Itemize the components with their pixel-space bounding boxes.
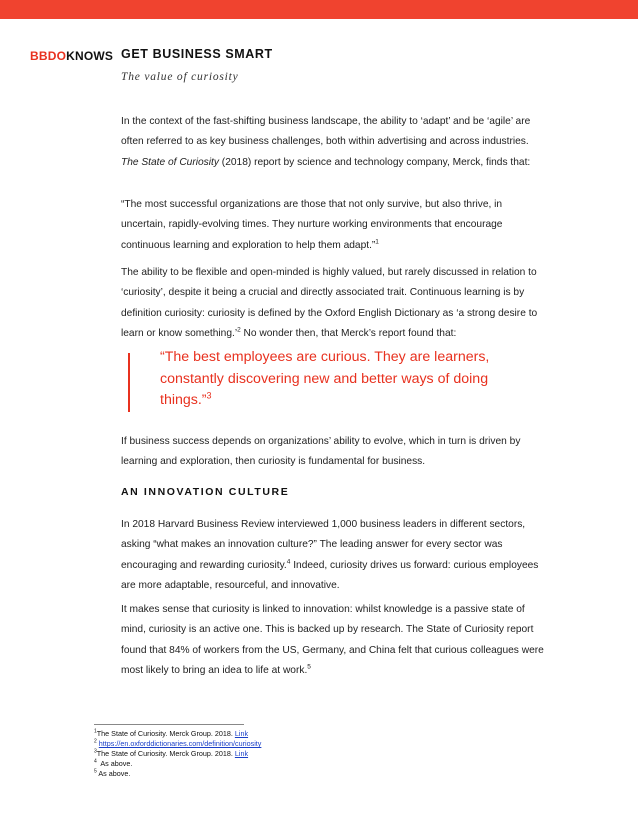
footnote-ref-3[interactable]: 3 bbox=[206, 390, 212, 401]
pull-quote bbox=[160, 347, 530, 412]
paragraph-hbr bbox=[121, 515, 549, 597]
page-subtitle: The value of curiosity bbox=[121, 71, 239, 83]
logo-suffix: KNOWS bbox=[66, 49, 114, 63]
pull-quote-rule bbox=[128, 353, 130, 412]
bbdo-knows-logo bbox=[30, 49, 113, 63]
footnote-ref-2[interactable]: 2 bbox=[237, 326, 241, 334]
page-title: GET BUSINESS SMART bbox=[121, 47, 273, 61]
footnote-5: $^5$ As above. bbox=[94, 768, 131, 778]
footnote-ref-5[interactable]: 5 bbox=[307, 663, 311, 671]
merck-quote-text: “The most successful organizations are those that not only survive, but also thrive, in uncertain, rapidly-evolving times. They nurture working environments that encourage continuous learning and exploration to help them adapt.” bbox=[121, 199, 503, 251]
footnote-1: $^1$The State of Curiosity. Merck Group. 2018. Link bbox=[94, 728, 249, 738]
footnote-2-link[interactable]: https://en.oxforddictionaries.com/definition/curiosity bbox=[98, 739, 262, 748]
paragraph-merck-quote bbox=[121, 195, 549, 256]
top-accent-bar bbox=[0, 0, 638, 19]
logo-brand: BBDO bbox=[30, 49, 67, 63]
paragraph-intro bbox=[121, 112, 549, 173]
report-title: The State of Curiosity bbox=[121, 156, 219, 168]
paragraph-flexibility-a: The ability to be flexible and open-minded is highly valued, but rarely discussed in relation to ‘curiosity’, despite it being a crucial and directly associated trait. Continuous learning is by definition curiosity: curiosity is defined by the Oxford English Dictionary as ‘a strong desire to learn or know something.’ bbox=[121, 267, 538, 340]
footnote-3: $^3$The State of Curiosity. Merck Group. 2018. Link bbox=[94, 748, 249, 758]
paragraph-business-success: If business success depends on organizations’ ability to evolve, which in turn is driven by learning and exploration, then curiosity is fundamental for business. bbox=[121, 436, 521, 468]
footnote-1-link[interactable]: Link bbox=[234, 729, 249, 738]
footnote-2: $^2$ https://en.oxforddictionaries.com/definition/curiosity bbox=[94, 738, 262, 748]
paragraph-intro-a: In the context of the fast-shifting business landscape, the ability to ‘adapt’ and be ‘agile’ are often referred to as key business challenges, both within advertising and across industries. bbox=[121, 116, 531, 148]
section-heading: AN INNOVATION CULTURE bbox=[121, 486, 290, 498]
footnote-3-link[interactable]: Link bbox=[234, 749, 249, 758]
paragraph-hbr-b: Indeed, curiosity drives us forward: curious employees are more adaptable, resourceful, and innovative. bbox=[121, 559, 539, 592]
paragraph-flexibility-b: No wonder then, that Merck’s report found that: bbox=[240, 328, 457, 340]
paragraph-hbr-a: In 2018 Harvard Business Review interviewed 1,000 business leaders in different sectors, asking “what makes an innovation culture?” The leading answer for every sector was encouraging and rewarding curiosity. bbox=[121, 519, 526, 571]
paragraph-innovation bbox=[121, 600, 549, 682]
pull-quote-text: “The best employees are curious. They are learners, constantly discovering new and better ways of doing things.” bbox=[160, 349, 490, 408]
paragraph-intro-b: (2018) report by science and technology company, Merck, finds that: bbox=[218, 156, 531, 168]
paragraph-innovation-text: It makes sense that curiosity is linked to innovation: whilst knowledge is a passive state of mind, curiosity is an active one. This is backed up by research. The State of Curiosity report found that 84% of workers from the US, Germany, and China felt that curious colleagues were most likely to bring an idea to life at work. bbox=[121, 604, 544, 677]
footnote-4: $^4$ As above. bbox=[94, 758, 133, 768]
footnote-divider bbox=[94, 724, 244, 725]
paragraph-flexibility bbox=[121, 263, 549, 345]
footnotes bbox=[94, 729, 261, 779]
footnote-ref-4[interactable]: 4 bbox=[286, 558, 291, 566]
footnote-ref-1[interactable]: 1 bbox=[375, 238, 379, 246]
